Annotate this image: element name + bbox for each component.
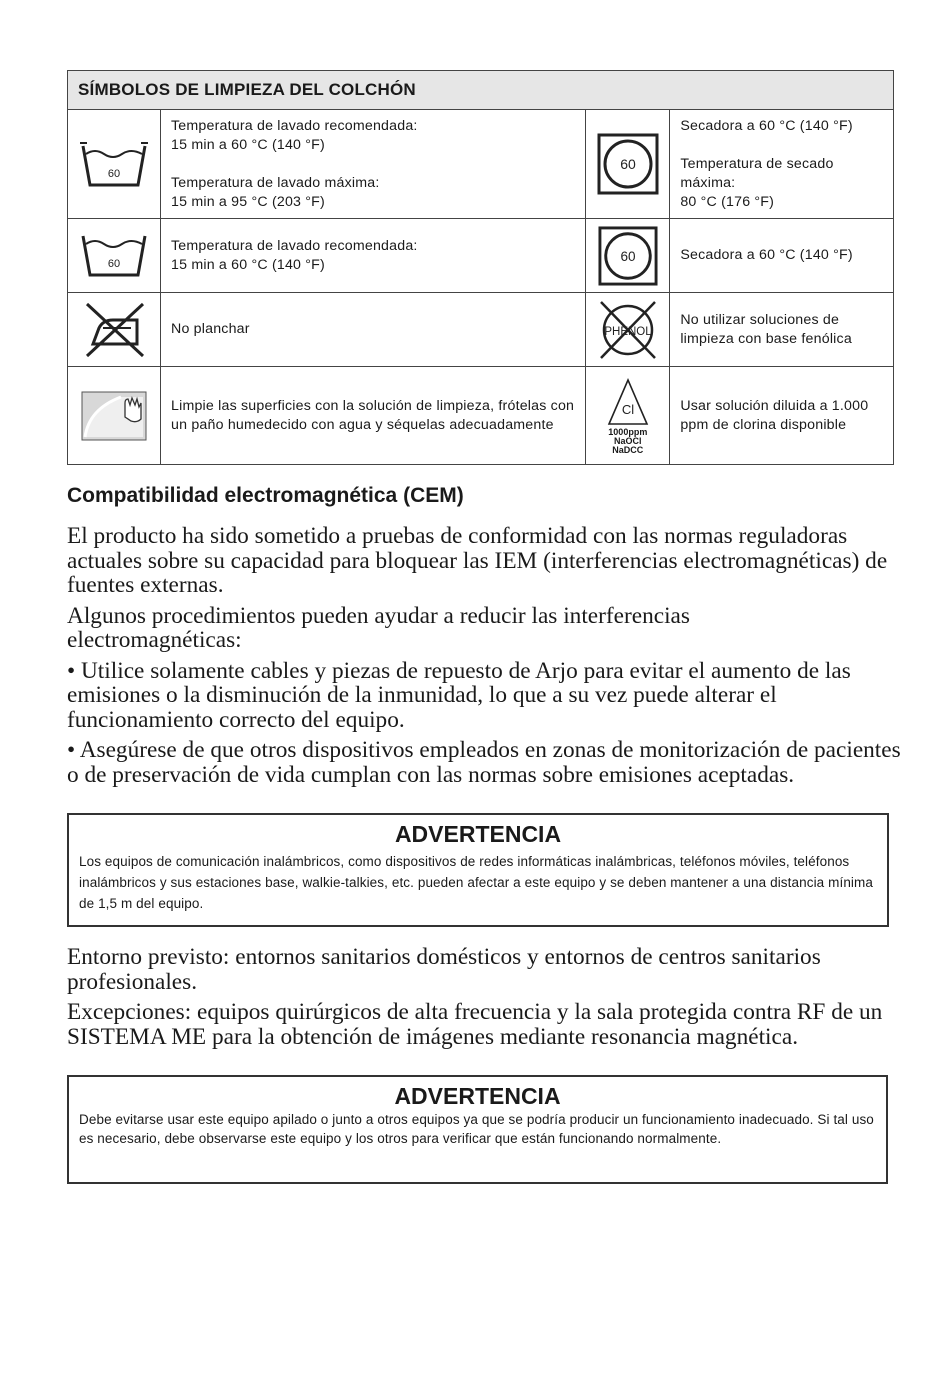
- chlorine-caption: 1000ppm NaOCl NaDCC: [608, 427, 648, 455]
- cem-body: [67, 523, 901, 788]
- cell-text: Temperatura de lavado máxima: 15 min a 95 °C (203 °F): [171, 174, 380, 210]
- cell-text: Temperatura de lavado recomendada: 15 min a 60 °C (140 °F): [171, 117, 418, 153]
- svg-text:60: 60: [620, 156, 636, 172]
- table-row: [68, 367, 894, 465]
- cell-text: Temperatura de lavado recomendada: 15 min a 60 °C (140 °F): [171, 237, 418, 273]
- paragraph: Excepciones: equipos quirúrgicos de alta frecuencia y la sala protegida contra RF de un SISTEMA ME para la obtención de imágenes mediante resonancia magnética.: [67, 999, 883, 1050]
- paragraph: Algunos procedimientos pueden ayudar a reducir las interferencias electromagnéticas:: [67, 602, 690, 653]
- section-title: Compatibilidad electromagnética (CEM): [67, 484, 464, 507]
- svg-text:Cl: Cl: [621, 402, 634, 417]
- cell-text: Temperatura de secado máxima: 80 °C (176 °F): [680, 155, 834, 210]
- svg-text:60: 60: [620, 248, 636, 264]
- warning-title: ADVERTENCIA: [394, 1083, 561, 1109]
- warning-box: [67, 1075, 888, 1184]
- cell-text: Usar solución diluida a 1.000 ppm de clorina disponible: [680, 397, 869, 433]
- cell-text: Limpie las superficies con la solución de limpieza, frótelas con un paño humedecido con agua y séquelas adecuadamente: [171, 397, 575, 433]
- paragraph: Entorno previsto: entornos sanitarios domésticos y entornos de centros sanitarios profesionales.: [67, 944, 821, 995]
- cell-text: Secadora a 60 °C (140 °F): [680, 247, 853, 263]
- table-row: [68, 293, 894, 367]
- tumble-dry-60-icon: [597, 133, 659, 195]
- warning-box: [67, 813, 889, 927]
- svg-text:60: 60: [107, 257, 121, 270]
- table-header: SÍMBOLOS DE LIMPIEZA DEL COLCHÓN: [68, 71, 894, 110]
- table-row: [68, 219, 894, 293]
- cell-text: No utilizar soluciones de limpieza con base fenólica: [680, 311, 852, 347]
- warning-text: Los equipos de comunicación inalámbricos, como dispositivos de redes informáticas inalámbricas, teléfonos móviles, teléfonos inalámbricos y sus estaciones base, walkie-talkies, etc. pueden afectar a este equipo y se deben mantener a una distancia mínima de 1,5 m del equipo.: [79, 854, 873, 911]
- svg-text:60: 60: [107, 168, 121, 180]
- bullet-item: • Asegúrese de que otros dispositivos empleados en zonas de monitorización de pacientes o de preservación de vida cumplan con las normas sobre emisiones aceptadas.: [67, 737, 901, 788]
- tumble-dry-60-icon: [598, 226, 658, 286]
- svg-text:PHENOL: PHENOL: [604, 325, 652, 338]
- cell-text: Secadora a 60 °C (140 °F): [680, 117, 853, 134]
- table-row: [68, 110, 894, 219]
- no-iron-icon: [81, 300, 147, 360]
- warning-title: ADVERTENCIA: [394, 821, 562, 847]
- wash-tub-60-icon: [76, 233, 152, 279]
- environment-body: [67, 945, 897, 1049]
- cell-text: No planchar: [171, 321, 250, 337]
- wash-tub-60-bar-icon: [76, 139, 152, 189]
- cleaning-symbols-table: [67, 70, 894, 465]
- no-phenol-icon: [595, 299, 661, 361]
- paragraph: El producto ha sido sometido a pruebas de conformidad con las normas reguladoras actuales sobre su capacidad para bloquear las IEM (interferencias electromagnéticas) de fuentes externas.: [67, 523, 888, 598]
- wipe-surface-icon: [81, 391, 147, 441]
- warning-text: Debe evitarse usar este equipo apilado o junto a otros equipos ya que se podría producir un funcionamiento inadecuado. Si tal uso es necesario, debe observarse este equipo y los otros para verificar que están funcionando normalmente.: [79, 1112, 874, 1146]
- bullet-item: • Utilice solamente cables y piezas de repuesto de Arjo para evitar el aumento de las emisiones o la disminución de la inmunidad, lo que a su vez puede alterar el funcionamiento correcto del equipo.: [67, 657, 851, 733]
